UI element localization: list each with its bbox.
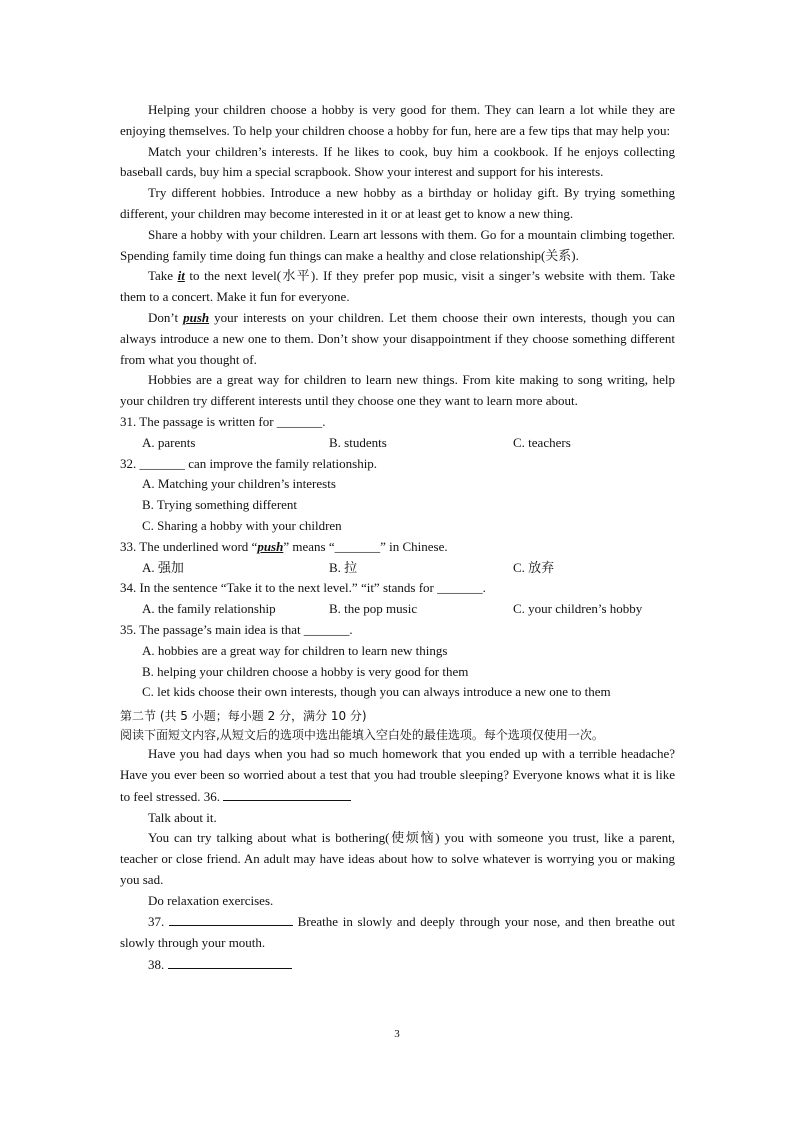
question-31-stem: 31. The passage is written for _______.: [120, 413, 326, 429]
option-31-b: B. students: [329, 434, 387, 450]
question-34-options: [120, 599, 675, 620]
document-page: [120, 100, 675, 976]
option-35-a: A. hobbies are a great way for children to learn new things: [142, 642, 448, 658]
s2-p5-text: Breathe in slowly and deeply through your nose, and then breathe out slowly through your mouth.: [120, 914, 676, 951]
question-32-stem: 32. _______ can improve the family relationship.: [120, 455, 378, 471]
s2-p1-text: Have you had days when you had so much homework that you ended up with a terrible headache? Have you ever been so worried about a test that you had trouble sleeping? Everyone knows what it is like to feel stressed. 36.: [120, 746, 675, 804]
section-2-heading-talk: Talk about it.: [148, 809, 217, 825]
blank-37: [169, 911, 293, 926]
page-number: 3: [394, 1028, 400, 1040]
section-2-paragraph-6: [120, 954, 675, 976]
blank-36: [223, 786, 351, 801]
section-2-paragraph-1: [120, 744, 675, 807]
option-33-b: B. 拉: [329, 559, 358, 575]
section-2-instructions: 阅读下面短文内容,从短文后的选项中选出能填入空白处的最佳选项。每个选项仅使用一次。: [120, 728, 604, 743]
passage-paragraph-2: Match your children’s interests. If he likes to cook, buy him a cookbook. If he enjoys collecting baseball cards, buy him a special scrapbook. Show your interest and support for his interests.: [120, 143, 675, 180]
question-33-options: [120, 558, 675, 579]
question-34-stem: 34. In the sentence “Take it to the next level.” “it” stands for _______.: [120, 580, 486, 596]
p5-text-a: Take: [148, 268, 178, 284]
option-34-b: B. the pop music: [329, 601, 418, 617]
question-33-stem: [120, 537, 675, 558]
option-32-c: C. Sharing a hobby with your children: [142, 517, 342, 533]
q33-underlined-push: push: [257, 538, 284, 554]
question-31-options: [120, 433, 675, 454]
option-35-c: C. let kids choose their own interests, though you can always introduce a new one to them: [142, 684, 611, 700]
option-33-a: A. 强加: [142, 559, 184, 575]
option-34-a: A. the family relationship: [142, 601, 276, 617]
blank-38: [168, 954, 292, 969]
option-33-c: C. 放弃: [513, 559, 555, 575]
passage-paragraph-6: [120, 308, 675, 370]
section-2-paragraph-5: [120, 911, 675, 954]
p5-text-b: to the next level(水平). If they prefer pop music, visit a singer’s website with them. Take them to a concert. Make it fun for everyone.: [120, 268, 675, 305]
q33-stem-a: 33. The underlined word “: [120, 538, 258, 554]
passage-paragraph-5: [120, 266, 675, 308]
passage-paragraph-4: Share a hobby with your children. Learn art lessons with them. Go for a mountain climbing together. Spending family time doing fun things can make a healthy and close relationship(关系).: [120, 226, 675, 263]
section-2-heading-relax: Do relaxation exercises.: [148, 892, 274, 908]
option-34-c: C. your children’s hobby: [513, 601, 643, 617]
section-2-paragraph-3: You can try talking about what is bothering(使烦恼) you with someone you trust, like a parent, teacher or close friend. An adult may have ideas about how to solve whatever is worrying you or making you sad.: [120, 830, 675, 887]
underlined-word-push: push: [183, 309, 210, 325]
option-31-a: A. parents: [142, 434, 196, 450]
passage-paragraph-7: Hobbies are a great way for children to learn new things. From kite making to song writing, help your children try different interests until they choose one they want to learn more about.: [120, 372, 675, 409]
q33-stem-b: ” means “_______” in Chinese.: [283, 538, 448, 554]
s2-p5-num: 37.: [148, 914, 165, 930]
question-35-stem: 35. The passage’s main idea is that _______.: [120, 621, 353, 637]
passage-paragraph-1: Helping your children choose a hobby is very good for them. They can learn a lot while they are enjoying themselves. To help your children choose a hobby for fun, here are a few tips that may help you:: [120, 102, 675, 138]
section-2-heading: 第二节 (共 5 小题；每小题 2 分，满分 10 分): [120, 709, 367, 724]
option-31-c: C. teachers: [513, 434, 571, 450]
p6-text-b: your interests on your children. Let them choose their own interests, though you can always introduce a new one to them. Don’t show your disappointment if they choose something different from what you thought of.: [120, 309, 675, 367]
option-32-b: B. Trying something different: [142, 497, 298, 513]
option-32-a: A. Matching your children’s interests: [142, 476, 336, 492]
p6-text-a: Don’t: [148, 309, 184, 325]
s2-p6-num: 38.: [148, 957, 165, 973]
underlined-word-it: it: [177, 268, 185, 284]
option-35-b: B. helping your children choose a hobby is very good for them: [142, 663, 469, 679]
passage-paragraph-3: Try different hobbies. Introduce a new hobby as a birthday or holiday gift. By trying something different, your children may become interested in it or at least get to know a new thing.: [120, 185, 675, 221]
